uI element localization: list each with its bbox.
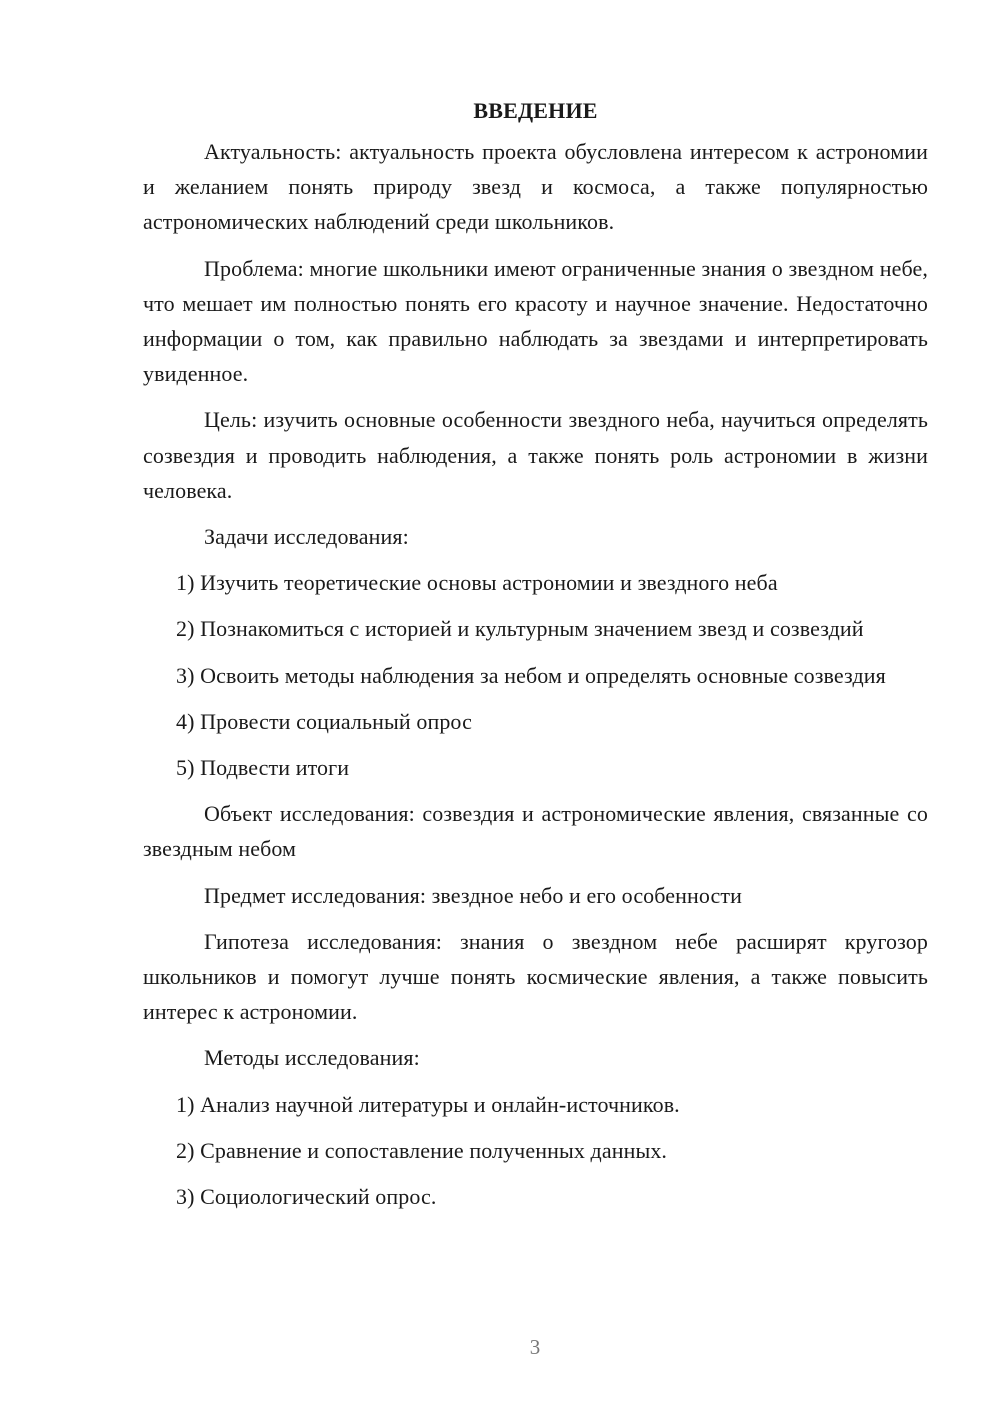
problem-paragraph: Проблема: многие школьники имеют ограниченные знания о звездном небе, что мешает им полностью понять его красоту и научное значение. Недостаточно информации о том, как правильно наблюдать за звездами и интерпретировать увиденное.	[143, 255, 928, 387]
task-item-4: 4) Провести социальный опрос	[176, 708, 472, 734]
hypothesis-paragraph: Гипотеза исследования: знания о звездном небе расширят кругозор школьников и помогут лучше понять космические явления, а также повысить интерес к астрономии.	[143, 928, 928, 1025]
tasks-heading: Задачи исследования:	[204, 524, 409, 550]
method-item-2: 2) Сравнение и сопоставление полученных данных.	[176, 1137, 668, 1163]
task-item-3: 3) Освоить методы наблюдения за небом и определять основные созвездия	[176, 662, 886, 688]
methods-heading: Методы исследования:	[204, 1045, 420, 1071]
subject-paragraph: Предмет исследования: звездное небо и его особенности	[204, 882, 742, 908]
section-title: ВВЕДЕНИЕ	[473, 98, 598, 123]
document-page	[143, 94, 928, 1225]
method-item-3: 3) Социологический опрос.	[176, 1184, 437, 1210]
task-item-1: 1) Изучить теоретические основы астрономии и звездного неба	[176, 570, 778, 596]
task-item-2: 2) Познакомиться с историей и культурным значением звезд и созвездий	[176, 616, 864, 642]
task-item-5: 5) Подвести итоги	[176, 755, 350, 781]
goal-paragraph: Цель: изучить основные особенности звездного неба, научиться определять созвездия и проводить наблюдения, а также понять роль астрономии в жизни человека.	[143, 407, 928, 503]
method-item-1: 1) Анализ научной литературы и онлайн-источников.	[176, 1091, 680, 1117]
relevance-paragraph: Актуальность: актуальность проекта обусловлена интересом к астрономии и желанием понять природу звезд и космоса, а также популярностью астрономических наблюдений среди школьников.	[143, 139, 928, 235]
object-paragraph: Объект исследования: созвездия и астрономические явления, связанные со звездным небом	[143, 801, 928, 862]
page-number: 3	[529, 1335, 541, 1359]
